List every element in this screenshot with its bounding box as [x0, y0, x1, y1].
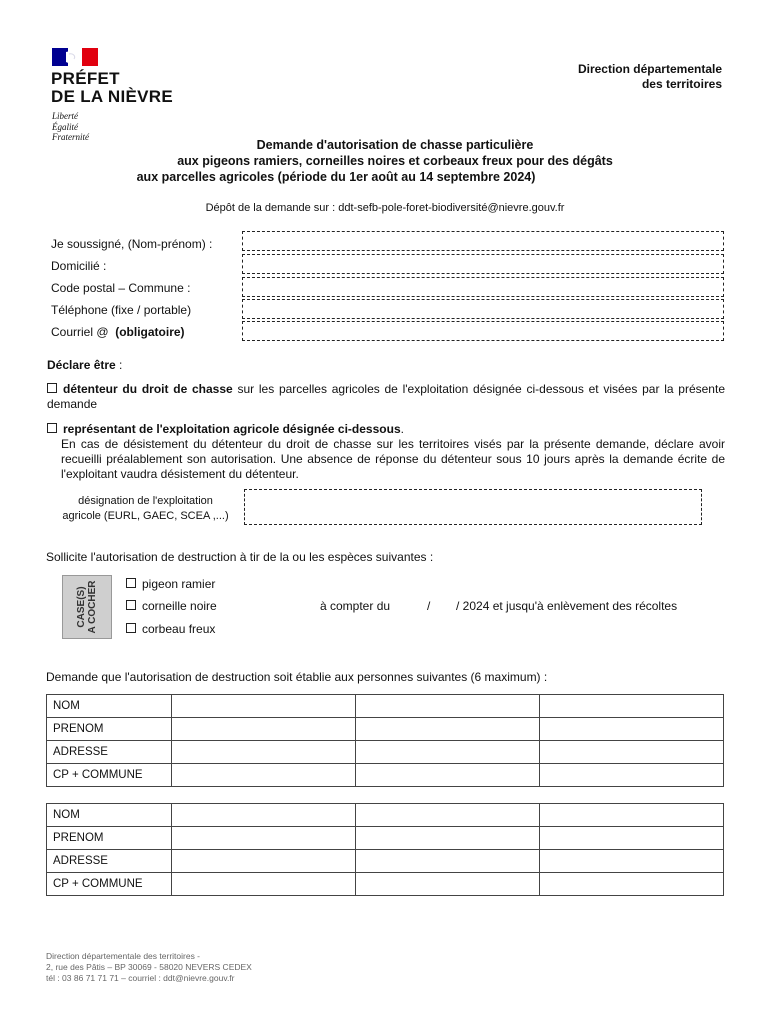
phone-field[interactable]: [242, 299, 724, 319]
table-row: [47, 764, 724, 787]
table-row: [47, 741, 724, 764]
name-field[interactable]: [242, 231, 724, 251]
table-row: [47, 804, 724, 827]
farm-designation-label: désignation de l'exploitation agricole (EURL, GAEC, SCEA ,...): [62, 495, 229, 522]
persons-intro: Demande que l'autorisation de destruction soit établie aux personnes suivantes (6 maximum) :: [46, 670, 548, 684]
cp-commune-label: CP + COMMUNE: [47, 764, 172, 787]
phone-label: Téléphone (fixe / portable): [51, 303, 192, 317]
submission-email-line: Dépôt de la demande sur : ddt-sefb-pole-foret-biodiversité@nievre.gouv.fr: [205, 202, 565, 214]
table-cell[interactable]: [540, 695, 724, 718]
footer-address: Direction départementale des territoires - 2, rue des Pâtis – BP 30069 - 58020 NEVERS CEDEX tél : 03 86 71 71 71 – courriel : ddt@nievre.gouv.fr: [46, 951, 252, 983]
marianne-flag-logo: [52, 48, 98, 66]
holder-checkbox[interactable]: [47, 383, 57, 393]
table-cell[interactable]: [356, 764, 540, 787]
republic-motto: Liberté Égalité Fraternité: [52, 111, 89, 142]
table-cell[interactable]: [172, 827, 356, 850]
declare-heading: Déclare être :: [47, 358, 123, 372]
adresse-label: ADRESSE: [47, 850, 172, 873]
table-cell[interactable]: [540, 718, 724, 741]
option-holder: détenteur du droit de chasse sur les parcelles agricoles de l'exploitation désignée ci-dessous et visées par la présente demande: [47, 382, 725, 411]
species-pigeon: pigeon ramier: [126, 577, 215, 591]
option-representative: représentant de l'exploitation agricole désignée ci-dessous. En cas de désistement du détenteur du droit de chasse sur les territoires visés par la présente demande, déclare avoir recueilli préalablement son autorisation. Une absence de réponse du détenteur sous 10 jours après la demande écrite de l'exploitant vaudra désistement du détenteur.: [47, 422, 725, 482]
email-label: Courriel @ (obligatoire): [51, 325, 185, 339]
email-field[interactable]: [242, 321, 724, 341]
table-row: [47, 873, 724, 896]
date-prefix: à compter du: [320, 599, 391, 613]
table-cell[interactable]: [540, 804, 724, 827]
persons-table-1: [46, 694, 724, 787]
species-request-text: Sollicite l'autorisation de destruction à tir de la ou les espèces suivantes :: [46, 550, 434, 564]
table-row: [47, 718, 724, 741]
table-cell[interactable]: [356, 718, 540, 741]
date-separator: /: [427, 599, 431, 613]
table-cell[interactable]: [172, 695, 356, 718]
prefecture-name: PRÉFET DE LA NIÈVRE: [51, 69, 173, 106]
table-cell[interactable]: [540, 764, 724, 787]
table-row: [47, 827, 724, 850]
prenom-label: PRENOM: [47, 718, 172, 741]
species-corbeau: corbeau freux: [126, 622, 215, 636]
nom-label: NOM: [47, 695, 172, 718]
document-title: Demande d'autorisation de chasse particulière aux pigeons ramiers, corneilles noires et corbeaux freux pour des dégâts aux parcelles agricoles (période du 1er août au 14 septembre 2024): [136, 138, 613, 184]
table-cell[interactable]: [356, 827, 540, 850]
table-cell[interactable]: [172, 850, 356, 873]
adresse-label: ADRESSE: [47, 741, 172, 764]
address-label: Domicilié :: [51, 259, 107, 273]
table-row: [47, 850, 724, 873]
nom-label: NOM: [47, 804, 172, 827]
checkbox-stamp: CASE(S) A COCHER: [62, 575, 112, 639]
table-cell[interactable]: [540, 873, 724, 896]
pigeon-checkbox[interactable]: [126, 578, 136, 588]
table-row: [47, 695, 724, 718]
table-cell[interactable]: [172, 804, 356, 827]
prenom-label: PRENOM: [47, 827, 172, 850]
address-field[interactable]: [242, 254, 724, 274]
table-cell[interactable]: [172, 741, 356, 764]
table-cell[interactable]: [356, 804, 540, 827]
farm-designation-field[interactable]: [244, 489, 702, 525]
name-label: Je soussigné, (Nom-prénom) :: [51, 237, 213, 251]
postal-label: Code postal – Commune :: [51, 281, 191, 295]
table-cell[interactable]: [540, 827, 724, 850]
table-cell[interactable]: [540, 850, 724, 873]
cp-commune-label: CP + COMMUNE: [47, 873, 172, 896]
table-cell[interactable]: [356, 850, 540, 873]
table-cell[interactable]: [356, 741, 540, 764]
corbeau-checkbox[interactable]: [126, 623, 136, 633]
postal-field[interactable]: [242, 277, 724, 297]
table-cell[interactable]: [356, 695, 540, 718]
table-cell[interactable]: [172, 718, 356, 741]
representative-checkbox[interactable]: [47, 423, 57, 433]
persons-table-2: [46, 803, 724, 896]
table-cell[interactable]: [172, 764, 356, 787]
representative-explanation: En cas de désistement du détenteur du droit de chasse sur les territoires visés par la présente demande, déclare avoir recueilli préalablement son autorisation. Une absence de réponse du détenteur sous 10 jours après la demande écrite de l'exploitant vaudra désistement du détenteur.: [61, 437, 725, 481]
table-cell[interactable]: [540, 741, 724, 764]
table-cell[interactable]: [172, 873, 356, 896]
species-corneille: corneille noire: [126, 599, 217, 613]
corneille-checkbox[interactable]: [126, 600, 136, 610]
direction-name: Direction départementale des territoires: [577, 62, 722, 91]
table-cell[interactable]: [356, 873, 540, 896]
date-suffix: / 2024 et jusqu'à enlèvement des récoltes: [456, 599, 678, 613]
